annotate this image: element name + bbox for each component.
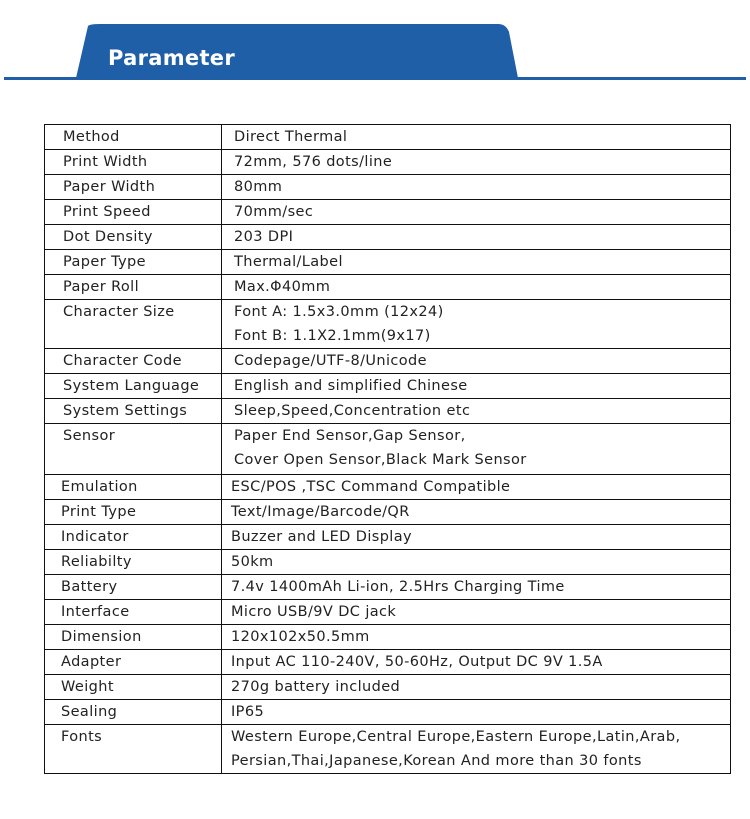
spec-value (222, 374, 731, 399)
spec-label: System Settings (45, 399, 222, 424)
spec-value (222, 550, 731, 575)
spec-value (222, 150, 731, 175)
spec-value-line: English and simplified Chinese (234, 378, 468, 394)
spec-value (222, 650, 731, 675)
spec-value (222, 500, 731, 525)
spec-value (222, 700, 731, 725)
spec-label: Reliabilty (45, 550, 222, 575)
table-row (45, 650, 731, 675)
table-row (45, 275, 731, 300)
spec-value (222, 300, 731, 349)
spec-value (222, 175, 731, 200)
spec-label: Paper Width (45, 175, 222, 200)
spec-value-line: Input AC 110-240V, 50-60Hz, Output DC 9V 1.5A (231, 654, 603, 670)
spec-value (222, 399, 731, 424)
spec-label: Paper Roll (45, 275, 222, 300)
section-header (0, 0, 750, 90)
spec-label: Sealing (45, 700, 222, 725)
spec-value-line: Text/Image/Barcode/QR (231, 504, 410, 520)
spec-value (222, 725, 731, 774)
spec-value (222, 250, 731, 275)
table-row (45, 349, 731, 374)
spec-label: Print Type (45, 500, 222, 525)
spec-value (222, 424, 731, 475)
spec-value (222, 349, 731, 374)
spec-value-line: Paper End Sensor,Gap Sensor, (234, 428, 466, 444)
spec-table (44, 124, 731, 774)
spec-value-line: 203 DPI (234, 229, 294, 245)
spec-value-line: 7.4v 1400mAh Li-ion, 2.5Hrs Charging Time (231, 579, 565, 595)
spec-value-line: Direct Thermal (234, 129, 348, 145)
spec-label: Method (45, 125, 222, 150)
spec-value-line: 70mm/sec (234, 204, 314, 220)
spec-value-line: Codepage/UTF-8/Unicode (234, 353, 427, 369)
spec-value (222, 475, 731, 500)
spec-label: Paper Type (45, 250, 222, 275)
table-row (45, 225, 731, 250)
spec-value (222, 200, 731, 225)
spec-label: Weight (45, 675, 222, 700)
spec-label: System Language (45, 374, 222, 399)
spec-value-line: Font B: 1.1X2.1mm(9x17) (234, 328, 431, 344)
spec-label: Character Code (45, 349, 222, 374)
spec-label: Sensor (45, 424, 222, 475)
spec-value-line: Sleep,Speed,Concentration etc (234, 403, 471, 419)
table-row (45, 500, 731, 525)
table-row (45, 700, 731, 725)
table-row (45, 725, 731, 774)
table-row (45, 600, 731, 625)
spec-label: Interface (45, 600, 222, 625)
table-row (45, 175, 731, 200)
table-row (45, 550, 731, 575)
table-row (45, 374, 731, 399)
spec-value-line: 270g battery included (231, 679, 401, 695)
table-row (45, 300, 731, 349)
table-row (45, 250, 731, 275)
table-row (45, 475, 731, 500)
table-row (45, 675, 731, 700)
spec-value (222, 600, 731, 625)
spec-value-line: 120x102x50.5mm (231, 629, 370, 645)
spec-label: Adapter (45, 650, 222, 675)
spec-value (222, 275, 731, 300)
spec-value-line: 80mm (234, 179, 283, 195)
spec-label: Indicator (45, 525, 222, 550)
spec-value-line: Micro USB/9V DC jack (231, 604, 397, 620)
spec-value (222, 525, 731, 550)
table-row (45, 399, 731, 424)
spec-value-line: 72mm, 576 dots/line (234, 154, 393, 170)
spec-label: Battery (45, 575, 222, 600)
spec-label: Dot Density (45, 225, 222, 250)
spec-value-line: ESC/POS ,TSC Command Compatible (231, 479, 511, 495)
spec-value-line: Thermal/Label (234, 254, 343, 270)
spec-value (222, 575, 731, 600)
spec-value-line: Persian,Thai,Japanese,Korean And more than 30 fonts (231, 753, 642, 769)
spec-label: Print Speed (45, 200, 222, 225)
spec-value-line: Font A: 1.5x3.0mm (12x24) (234, 304, 444, 320)
spec-label: Character Size (45, 300, 222, 349)
spec-label: Emulation (45, 475, 222, 500)
spec-value-line: 50km (231, 554, 274, 570)
spec-label: Fonts (45, 725, 222, 774)
spec-value (222, 625, 731, 650)
spec-value (222, 675, 731, 700)
spec-label: Print Width (45, 150, 222, 175)
spec-value-line: Buzzer and LED Display (231, 529, 413, 545)
table-row (45, 200, 731, 225)
spec-value-line: Western Europe,Central Europe,Eastern Europe,Latin,Arab, (231, 729, 681, 745)
table-row (45, 424, 731, 475)
table-row (45, 125, 731, 150)
table-row (45, 575, 731, 600)
spec-value (222, 125, 731, 150)
spec-value-line: Max.Φ40mm (234, 279, 331, 295)
page-title: Parameter (108, 46, 235, 70)
table-row (45, 525, 731, 550)
table-row (45, 625, 731, 650)
spec-label: Dimension (45, 625, 222, 650)
spec-value (222, 225, 731, 250)
header-tab (70, 22, 520, 80)
spec-value-line: IP65 (231, 704, 265, 720)
spec-value-line: Cover Open Sensor,Black Mark Sensor (234, 452, 527, 468)
table-row (45, 150, 731, 175)
